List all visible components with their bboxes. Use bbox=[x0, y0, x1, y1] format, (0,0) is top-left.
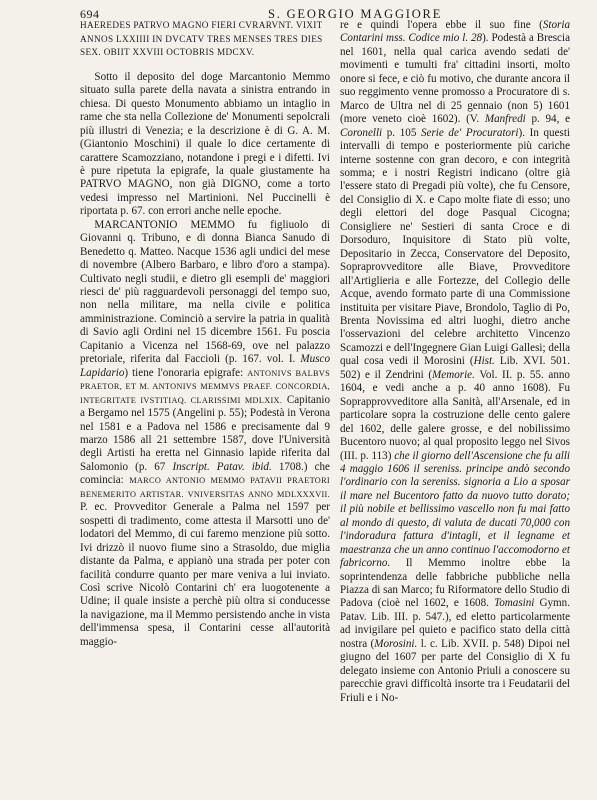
italic-citation: Storia Contarini mss. Codice mio l. 28 bbox=[340, 19, 570, 45]
italic-citation: Manfredi bbox=[484, 113, 526, 126]
text-run: re e quindi l'opera ebbe il suo fine ( bbox=[340, 19, 543, 31]
italic-citation: Coronelli bbox=[340, 126, 383, 139]
left-column bbox=[80, 19, 330, 649]
page-header bbox=[0, 0, 597, 20]
text-run: 1708.) che comincia: bbox=[80, 460, 330, 487]
epigraph-inline: ANTONIVS BALBVS PRAETOR, ET M. ANTONIVS MEMMVS PRAEF. CONCORDIA, INTEGRITATE IVSTITIAQ. CLARISSIMI MDLXIX. bbox=[80, 368, 330, 405]
text-run: ). In questi intervalli di tempo e posteriormente più cariche interne sostenne con gran decoro, e con integrità somma; e i nostri Registri indicano (oltre già l'essere stato di Pregadi più volte), che fu Censore, del Consiglio di X. e Capo molte fiate di esso; uno degli elettori del doge Pasqual Cicogna; Consigliere ne' Sestieri di santa Croce e di Dorsoduro, Inquisitore di Stato più volte, Depositario in Zecca, Conservatore del Deposito, Sopraprovveditore alle Biave, Provveditore all'Artiglieria e alle Fortezze, del Collegio delle Acque, avendo formato parte di una Commissione instituita per visitare Piave, Brondolo, Taglio di Po, Brenta Novissima ed altri luoghi, dietro anche l'osservazioni del celebre architetto Vincenzo Scamozzi e dell'Ingegnere Gian Luigi Gallesi; della qual cosa vedi il Morosini ( bbox=[340, 126, 570, 368]
italic-citation: Hist. bbox=[473, 355, 495, 368]
italic-quotation: che il giorno dell'Ascensione che fu alli 4 maggio 1606 il sereniss. principe andò secondo l'ordinario con la sereniss. signoria a Lio a sposar il mare nel Bucentoro fatto da nuovo tutto dorato; il più nobile et bellissimo vascello non fu mai fatto al mondo di questo, di valuta de ducati 70,000 con l'indoradura fattura d'intagli, et il legname et maestranza che un anno continuo l'accomodorno et fabricorno. bbox=[340, 449, 570, 570]
text-run: Gymn. Patav. Lib. III. p. 547.), ed eletto particolarmente ad invigilare pel quieto e pacifico stato della città nostra ( bbox=[340, 597, 571, 650]
epitaph-inscription: HAEREDES PATRVO MAGNO FIERI CVRARVNT. VIXIT ANNOS LXXIIII IN DVCATV TRES MENSES TRES DIES SEX. OBIIT XXVIII OCTOBRIS MDCXV. bbox=[80, 20, 323, 58]
running-title: S. GEORGIO MAGGIORE bbox=[268, 7, 443, 21]
text-run: P. ec. Provveditor Generale a Palma nel 1597 per sospetti di tradimento, come attesta il Marsotti uno de' lodatori del Memmo, di cui faremo menzione più sotto. Ivi drizzò il nuovo fiume sino a Strasoldo, due miglia distante da Palma, e appianò una strada per poter con facilità condurre quanto per mare veniva a lui inviato. Così scrive Nicolò Contarini ch' era luogotenente a Udine; il quale insiste a perchè più oltra si conducesse la navigazione, ma il Memmo persistendo anche in vista dell'immensa spesa, il Contarini cesse all'autorità maggio- bbox=[80, 501, 330, 648]
italic-citation: Musco Lapidario bbox=[80, 353, 330, 379]
paragraph-deposit-description: Sotto il deposito del doge Marcantonio Memmo situato sulla parete della navata a sinistra entrando in chiesa. Di questo Monumento abbiamo un intaglio in rame che sta nella Collezione de' Monumenti sepolcrali più illustri di Venezia; e la descrizione è di G. A. M. (Giantonio Moschini) il quale lo dice certamente di carattere Scamozziano, notandone i pregi e i difetti. Ivi è pure ripetuta la epigrafe, la quale giustamente ha PATRVO MAGNO, non già DIGNO, come a torto vedesi impresso nel Martinioni. Nel Puccinelli è riportata p. 67. con errori anche nelle epoche. bbox=[80, 70, 330, 218]
italic-citation: Morosini. bbox=[374, 637, 418, 650]
text-run: l. c. Lib. XVII. p. 548) Dipoi nel giugno del 1607 per parte del Consiglio di X fu delegato insieme con Antonio Priuli a conoscere su parecchie gravi difficoltà insorte tra i Feudatarii del Friuli e i No- bbox=[340, 637, 570, 704]
text-run: p. 105 bbox=[382, 126, 421, 139]
italic-citation: Inscript. Patav. ibid. bbox=[172, 460, 272, 473]
right-column bbox=[340, 19, 570, 705]
text-run: ) tiene l'onoraria epigrafe: bbox=[124, 366, 248, 379]
text-run: p. 94, e bbox=[525, 113, 571, 126]
text-run: MARCANTONIO MEMMO fu figliuolo di Giovanni q. Tribuno, e di donna Bianca Sanudo di Benedetto q. Matteo. Nacque 1536 agli undici del mese di novembre (Albero Barbaro, e libro d'oro a stampa). Cultivato negli studii, e dietro gli esempli de' maggiori riesci de' più ragguardevoli personaggi del tempo suo, non nella militare, ma nella civile e politica amministrazione. Cominciò a servire la patria in qualità di Savio agli Ordini nel 15 dicembre 1561. Fu poscia Capitanio a Vicenza nel 1568-69, ove nel palazzo pretoriale, riferita dal Faccioli (p. 167. vol. I. bbox=[80, 218, 330, 366]
text-run: Lib. XVI. 501. 502) e il Zendrini ( bbox=[340, 355, 570, 381]
paragraph-biography bbox=[80, 219, 330, 650]
text-run: Il Memmo inoltre ebbe la soprintendenza delle fabbriche pubbliche nella Piazza di san Marco; fu Riformatore dello Studio di Padova (cioè nel 1602, e 1608. bbox=[340, 557, 570, 610]
italic-citation: Memorie. bbox=[432, 368, 475, 381]
paragraph-continuation bbox=[340, 19, 570, 705]
text-run: ). Podestà a Brescia nel 1601, nella qual carica avendo sedati de' movimenti e tumulti fra' cittadini insorti, molto onore si fece, e ciò fu motivo, che durante ancora il suo reggimento venne promosso a Procuratore di s. Marco de Ultra nel di 25 gennaio (non 5) 1601 (more veneto cioè 1602). (V. bbox=[340, 32, 570, 126]
page-number: 694 bbox=[80, 7, 100, 21]
epigraph-inline: MARCO ANTONIO MEMMO PATAVII PRAETORI BENEMERITO ARTISTAR. VNIVERSITAS ANNO MDLXXXVII. bbox=[80, 476, 330, 499]
text-run: Vol. II. p. 55. anno 1604, e vedi anche a p. 40 anno 1608). Fu Soprapprovveditore alla Sanità, all'Arsenale, ed in particolare sopra la costruzione delle cento galere del 1602, delle galere grosse, e del nobilissimo Bucentoro nuovo; al qual proposito leggo nel Sivos (III. p. 113) bbox=[340, 368, 570, 462]
italic-citation: Serie de' Procuratori bbox=[421, 126, 519, 139]
italic-citation: Tomasini bbox=[494, 597, 535, 610]
text-run: Capitanio a Bergamo nel 1575 (Angelini p. 55); Podestà in Verona nel 1581 e a Padova nel 1586 e precisamente dal 9 marzo 1586 all 21 settembre 1587, dove l'Università degli Artisti ha eretta nel Ginnasio lapide riferita dal Salomonio (p. 67 bbox=[80, 393, 330, 473]
